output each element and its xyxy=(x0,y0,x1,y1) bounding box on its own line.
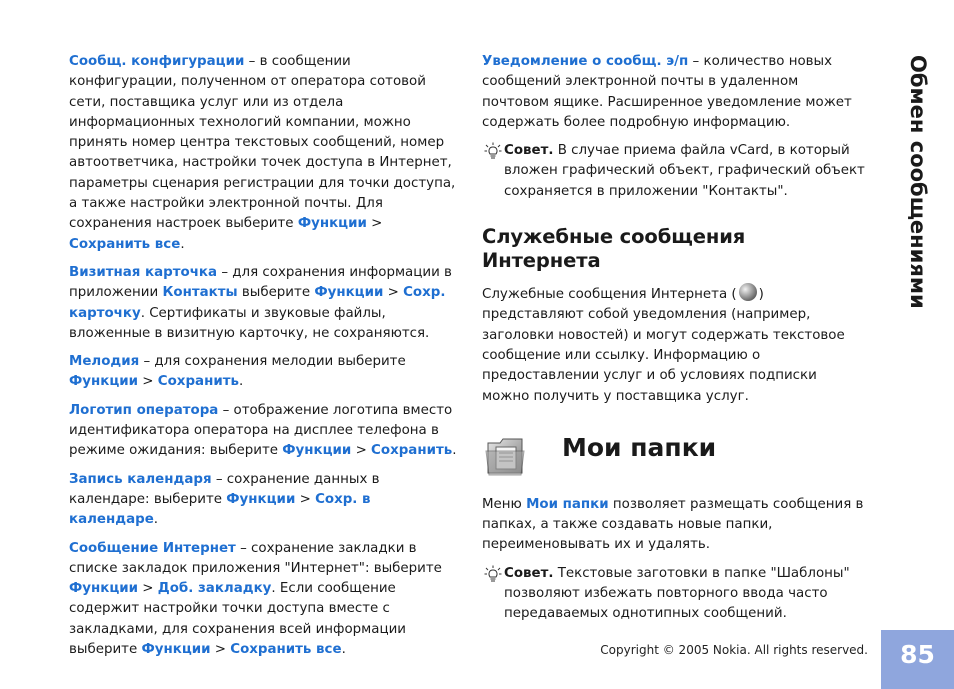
text: . Если сообщение содержит настройки точки доступа вместе с закладками, для сохранения всей информации выберите xyxy=(69,581,407,658)
text: . Сертификаты и звуковые файлы, вложенные в визитную карточку, не сохраняются. xyxy=(69,305,430,341)
keyword-functions: Функции xyxy=(314,285,384,301)
tip-label: Совет. xyxy=(504,565,554,581)
paragraph-ringtone xyxy=(69,352,461,393)
paragraph-web-message xyxy=(69,539,461,661)
keyword-save: Сохранить xyxy=(371,443,453,459)
page-number: 85 xyxy=(900,640,935,669)
keyword-add-bookmark: Доб. закладку xyxy=(157,581,272,597)
chapter-side-title: Обмен сообщениями xyxy=(906,55,930,309)
separator: > xyxy=(138,374,158,390)
keyword-save-all: Сохранить все xyxy=(69,236,181,252)
tip-label: Совет. xyxy=(504,143,554,159)
paragraph-config-message xyxy=(69,52,461,255)
keyword-functions: Функции xyxy=(69,374,139,390)
text: . xyxy=(153,512,159,528)
folder-icon xyxy=(484,433,526,477)
paragraph-calendar-entry xyxy=(69,470,461,531)
left-column xyxy=(69,52,461,668)
term-business-card: Визитная карточка xyxy=(69,264,218,280)
text: . xyxy=(341,642,346,658)
lightbulb-icon xyxy=(484,142,502,160)
separator: > xyxy=(383,285,404,301)
text: выберите xyxy=(237,285,315,301)
text: ) представляют собой уведомления (например, заголовки новостей) и могут содержать текстовое сообщение или ссылку. Информацию о предоставлении услуг и об условиях подписки можно получить у поставщика услуг. xyxy=(482,287,845,404)
keyword-functions: Функции xyxy=(297,216,367,232)
text: позволяет размещать сообщения в папках, а также создавать новые папки, переименовывать их и удалять. xyxy=(482,496,864,553)
paragraph-email-notification xyxy=(482,52,867,133)
separator: > xyxy=(366,216,383,232)
keyword-functions: Функции xyxy=(141,642,211,658)
term-ringtone: Мелодия xyxy=(69,354,140,370)
text: . xyxy=(180,236,185,252)
text: – для сохранения информации в приложении xyxy=(69,264,452,301)
term-config-message: Сообщ. конфигурации xyxy=(69,54,245,69)
text: . xyxy=(452,443,457,459)
page-number-box xyxy=(881,630,954,689)
keyword-functions: Функции xyxy=(69,581,139,597)
tip-text: Текстовые заготовки в папке "Шаблоны" позволяют избежать повторного ввода часто передаваемых однотипных сообщений. xyxy=(504,565,850,622)
text: – сохранение данных в календаре: выберите xyxy=(69,471,380,507)
keyword-functions: Функции xyxy=(226,491,296,507)
separator: > xyxy=(210,642,231,658)
text: – отображение логотипа вместо идентификатора оператора на дисплее телефона в режиме ожидания: выберите xyxy=(69,402,453,459)
text: – количество новых сообщений электронной почты в удаленном почтовом ящике. Расширенное уведомление может содержать более подробную информацию. xyxy=(482,54,852,130)
chapter-title: Мои папки xyxy=(562,432,717,462)
keyword-save-all: Сохранить все xyxy=(230,642,342,658)
text: Меню xyxy=(482,496,527,512)
paragraph-business-card xyxy=(69,263,461,344)
chapter-my-folders xyxy=(482,425,867,487)
text: Служебные сообщения Интернета ( xyxy=(482,287,737,303)
tip-templates xyxy=(482,564,867,625)
copyright-notice: Copyright © 2005 Nokia. All rights reserved. xyxy=(600,643,868,657)
lightbulb-icon xyxy=(484,565,502,583)
text: – сохранение закладки в списке закладок приложения "Интернет": выберите xyxy=(69,540,442,576)
text: . xyxy=(238,374,244,390)
text: – для сохранения мелодии выберите xyxy=(139,354,406,370)
keyword-functions: Функции xyxy=(282,443,352,459)
keyword-save-card: Сохр. карточку xyxy=(69,285,446,321)
tip-vcard xyxy=(482,141,867,202)
paragraph-operator-logo xyxy=(69,401,461,462)
keyword-save: Сохранить xyxy=(157,374,239,390)
separator: > xyxy=(351,443,372,459)
globe-icon xyxy=(739,283,757,301)
paragraph-service-messages xyxy=(482,283,867,407)
term-web-message: Сообщение Интернет xyxy=(69,540,236,556)
separator: > xyxy=(295,491,316,507)
term-operator-logo: Логотип оператора xyxy=(69,402,219,418)
text: – в сообщении конфигурации, полученном от оператора сотовой сети, поставщика услуг или из отдела информационных технологий компании, можно принять номер центра текстовых сообщений, номер автоответчика, настройки точек доступа в Интернет, параметры сценария регистрации для точки доступа, а также настройки электронной почты. Для сохранения настроек выберите xyxy=(69,54,456,232)
section-heading-service-messages: Служебные сообщения Интернета xyxy=(482,225,746,273)
keyword-contacts: Контакты xyxy=(162,285,238,301)
separator: > xyxy=(138,581,158,597)
keyword-my-folders: Мои папки xyxy=(526,496,609,512)
tip-text: В случае приема файла vCard, в который вложен графический объект, графический объект сохраняется в приложении "Контакты". xyxy=(504,143,865,199)
paragraph-my-folders xyxy=(482,495,867,556)
keyword-save-to-calendar: Сохр. в календаре xyxy=(69,491,371,528)
right-column xyxy=(482,52,867,633)
term-email-notification: Уведомление о сообщ. э/п xyxy=(482,54,689,69)
term-calendar-entry: Запись календаря xyxy=(69,471,212,487)
